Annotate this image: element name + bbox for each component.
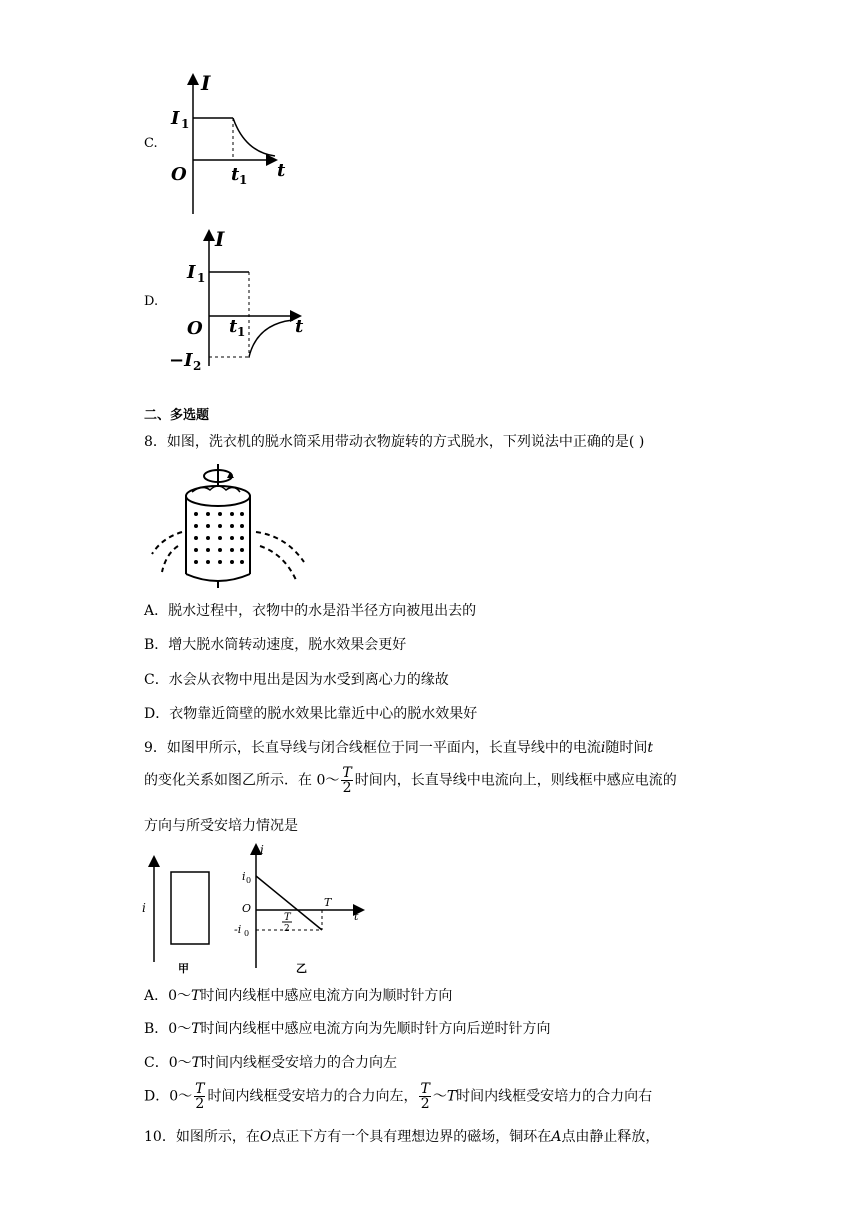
t-half-num: T — [284, 912, 291, 923]
i0-sub: 0 — [246, 876, 252, 885]
neg-i0-sub: 0 — [244, 929, 250, 938]
i1-sub: 1 — [197, 271, 206, 285]
q9-line1: 9．如图甲所示，长直导线与闭合线框位于同一平面内，长直导线中的电流i随时间t — [144, 740, 654, 756]
figure-yi — [228, 840, 378, 976]
y-axis-label: I — [201, 71, 211, 95]
x-axis-label: t — [354, 910, 359, 923]
q9-option-b: B．0～T时间内线框中感应电流方向为先顺时针方向后逆时针方向 — [144, 1021, 551, 1037]
spin-dryer-figure — [148, 462, 308, 590]
q9-line3: 方向与所受安培力情况是 — [144, 818, 298, 834]
t1-label: t — [231, 164, 240, 185]
t-mark-label: T — [324, 896, 332, 909]
q8-stem: 8．如图，洗衣机的脱水筒采用带动衣物旋转的方式脱水，下列说法中正确的是( ) — [144, 434, 645, 450]
graph-option-d — [165, 226, 315, 376]
i1-label: I — [171, 108, 180, 129]
i0-label: i — [242, 870, 246, 883]
q9-option-c: C．0～T时间内线框受安培力的合力向左 — [144, 1055, 397, 1071]
fig-jia-label: 甲 — [178, 962, 189, 975]
y-axis-label: I — [215, 227, 225, 251]
origin-label: O — [242, 902, 252, 915]
t1-label: t — [229, 316, 238, 337]
graph-option-c — [165, 68, 295, 218]
q9-line2: 的变化关系如图乙所示．在 0～ $\frac{T}{2}$ 时间内，长直导线中电流向上，则线框中感应电流的 — [144, 765, 677, 796]
origin-label: O — [171, 164, 187, 185]
y-axis-label: i — [260, 843, 264, 857]
origin-label: O — [187, 318, 203, 339]
neg-i2-label: −I — [169, 350, 193, 371]
i1-label: I — [187, 262, 196, 283]
t1-sub: 1 — [237, 325, 246, 339]
x-axis-label: t — [277, 160, 286, 181]
q9-option-a: A．0～T时间内线框中感应电流方向为顺时针方向 — [144, 988, 453, 1004]
fraction-t-over-2: $\frac{T}{2}$ — [342, 765, 352, 796]
q9-option-d: D．0～ $\frac{T}{2}$ 时间内线框受安培力的合力向左， $\frac{T}{2}$ ～T时间内线框受安培力的合力向右 — [144, 1081, 653, 1112]
neg-i2-sub: 2 — [193, 359, 202, 373]
option-c-label: C. — [144, 136, 158, 151]
neg-i0-label: -i — [234, 923, 242, 936]
q10-stem: 10．如图所示，在O点正下方有一个具有理想边界的磁场，铜环在A点由静止释放， — [144, 1129, 660, 1145]
q8-option-a: A．脱水过程中，衣物中的水是沿半径方向被甩出去的 — [144, 603, 477, 619]
current-label: i — [142, 901, 146, 915]
t-half-den: 2 — [284, 924, 290, 934]
q8-option-b: B．增大脱水筒转动速度，脱水效果会更好 — [144, 637, 407, 653]
t1-sub: 1 — [239, 173, 248, 187]
q8-option-c: C．水会从衣物中甩出是因为水受到离心力的缘故 — [144, 672, 449, 688]
option-d-label: D. — [144, 294, 159, 309]
x-axis-label: t — [295, 316, 304, 337]
i1-sub: 1 — [181, 117, 190, 131]
q8-option-d: D．衣物靠近筒壁的脱水效果比靠近中心的脱水效果好 — [144, 706, 478, 722]
figure-jia — [140, 848, 230, 976]
fig-yi-label: 乙 — [296, 962, 307, 975]
section-title: 二、多选题 — [144, 408, 210, 423]
